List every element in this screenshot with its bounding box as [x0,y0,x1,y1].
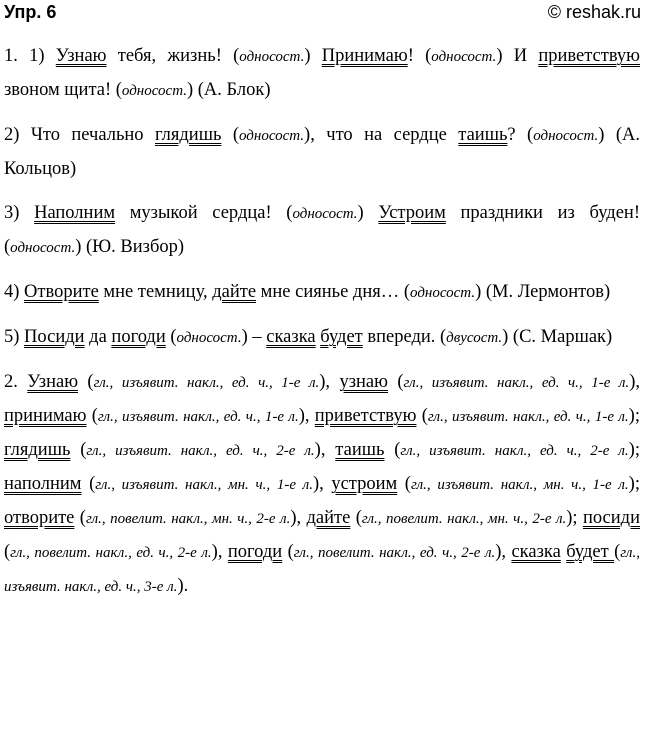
text: ( [416,406,428,426]
predicate: сказка [266,327,316,347]
text: ( [282,542,294,562]
predicate: Устроим [378,203,446,223]
source-label: © reshak.ru [547,2,641,22]
verb-list [4,372,640,596]
predicate: будет [320,327,363,347]
grammar-note: гл., изъявит. накл., ед. ч., 1-е л. [97,409,299,425]
text: ), [312,474,332,494]
note: односост. [10,240,76,256]
text: ), [298,406,315,426]
grammar-note: гл., изъявит. накл., ед. ч., 1-е л. [93,375,320,391]
text: ) (А. Блок) [186,80,271,100]
sentence-5 [4,321,640,355]
grammar-note: гл., изъявит. накл., мн. ч., 1-е л. [410,477,629,493]
text: ( [86,406,98,426]
text: впереди. ( [362,327,447,347]
note: двусост. [446,330,503,346]
text: ), [629,372,640,392]
text: ), что на сердце [304,125,459,145]
note: односост. [533,128,599,144]
verb: будет [566,542,615,562]
text: 2. [4,372,28,392]
verb: посиди [582,508,640,528]
note: односост. [410,285,476,301]
text: ), [314,440,336,460]
text: музыкой сердца! ( [115,203,293,223]
text: ) (Ю. Визбор) [75,237,185,257]
text: ( [614,542,621,562]
text: ( [81,474,96,494]
text: ) И [496,46,539,66]
grammar-note: гл., изъявит. накл., ед. ч., 2-е л. [86,443,315,459]
text: ( [397,474,411,494]
text: звоном щита! ( [4,80,122,100]
text: праздники из буден! ( [4,203,640,257]
grammar-note: гл., изъявит. накл., ед. ч., 1-е л. [403,375,630,391]
verb: погоди [227,542,283,562]
grammar-note: гл., изъявит. накл., ед. ч., 2-е л. [400,443,629,459]
verb: таишь [335,440,385,460]
note: односост. [176,330,242,346]
note: односост. [121,83,187,99]
predicate: таишь [458,125,508,145]
exercise-content [4,40,640,604]
text: ); [628,406,640,426]
text: ( [350,508,362,528]
text: ), [319,372,340,392]
text: ! ( [407,46,432,66]
text: ( [165,327,177,347]
grammar-note: гл., повелит. накл., ед. ч., 2-е л. [293,545,496,561]
text: ( [387,372,404,392]
sentence-4 [4,276,640,310]
verb: наполним [4,474,82,494]
text: ), [290,508,307,528]
text: ) (А. Кольцов) [4,125,640,179]
verb: узнаю [339,372,388,392]
text: мне темницу, [98,282,213,302]
grammar-note: гл., повелит. накл., ед. ч., 2-е л. [10,545,212,561]
text: ( [221,125,239,145]
note: односост. [431,49,497,65]
predicate: Посиди [24,327,85,347]
sentence-3 [4,197,640,265]
verb: Узнаю [27,372,79,392]
sentence-1 [4,40,640,108]
text: ) [304,46,322,66]
grammar-note: гл., изъявит. накл., ед. ч., 1-е л. [427,409,629,425]
text: 5) [4,327,25,347]
text: 4) [4,282,25,302]
verb-analysis [4,366,640,604]
text: ( [78,372,94,392]
text: ); [566,508,583,528]
page-header [4,0,641,28]
verb: приветствую [314,406,417,426]
note: односост. [292,206,358,222]
text: тебя, жизнь! ( [106,46,240,66]
verb: глядишь [4,440,71,460]
verb: сказка [511,542,561,562]
verb: принимаю [4,406,87,426]
text: ( [74,508,86,528]
text: ( [4,542,11,562]
grammar-note: гл., изъявит. накл., ед. ч., 3-е л. [4,545,640,595]
text: ), [211,542,228,562]
predicate: погоди [111,327,166,347]
predicate: приветствую [538,46,640,66]
verb: дайте [306,508,351,528]
exercise-title: Упр. 6 [4,2,57,22]
text: ( [70,440,87,460]
text: ? ( [507,125,534,145]
grammar-note: гл., повелит. накл., мн. ч., 2-е л. [361,511,567,527]
note: односост. [239,49,305,65]
predicate: Принимаю [321,46,408,66]
text: ); [628,440,640,460]
grammar-note: гл., повелит. накл., мн. ч., 2-е л. [85,511,291,527]
text: ) – [241,327,267,347]
text: 3) [4,203,35,223]
text: 1. 1) [4,46,56,66]
text: ) [357,203,379,223]
grammar-note: гл., изъявит. накл., мн. ч., 1-е л. [95,477,313,493]
predicate: дайте [212,282,257,302]
note: односост. [239,128,305,144]
text: ). [177,576,189,596]
verb: устроим [331,474,398,494]
text: ) (М. Лермонтов) [475,282,611,302]
text: ( [384,440,401,460]
text: ); [628,474,640,494]
verb: отворите [4,508,75,528]
text: ) (С. Маршак) [502,327,613,347]
predicate: Отворите [24,282,99,302]
text: ), [495,542,512,562]
text: мне сиянье дня… ( [256,282,411,302]
predicate: Узнаю [55,46,107,66]
sentence-2 [4,119,640,186]
predicate: глядишь [155,125,222,145]
predicate: Наполним [34,203,116,223]
text: 2) Что печально [4,125,155,145]
text: да [84,327,112,347]
